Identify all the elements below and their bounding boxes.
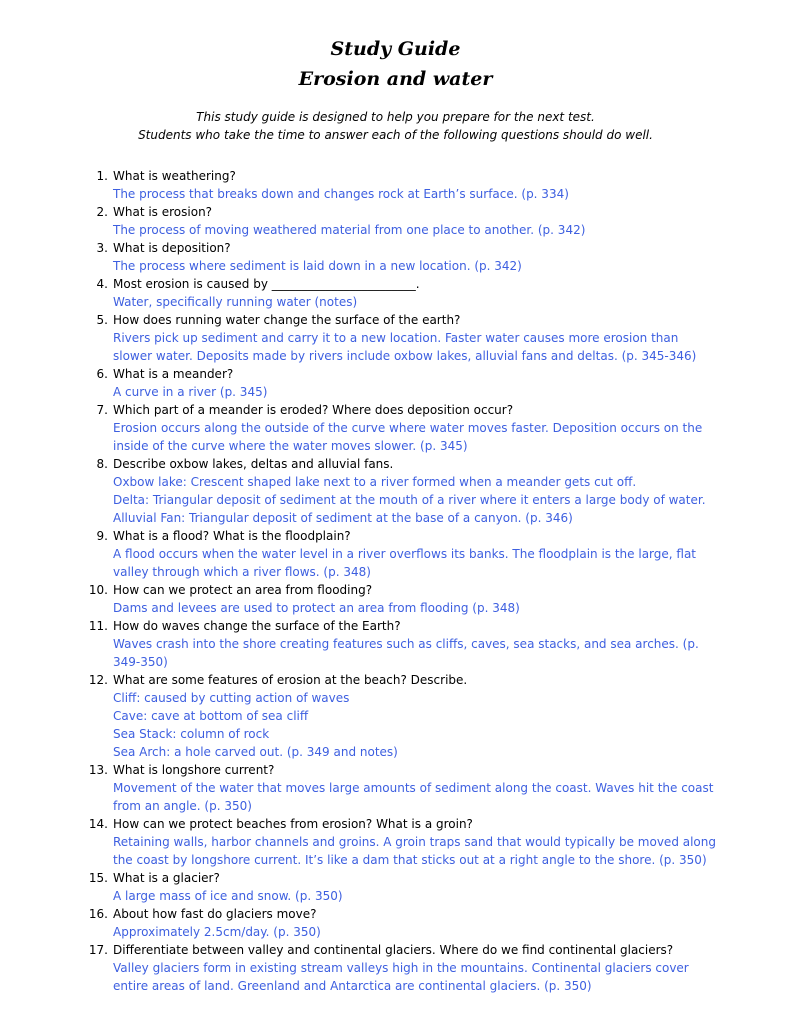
question-number: 14. [88, 817, 108, 831]
question-item [0, 167, 791, 203]
question-text: What is deposition? [113, 241, 231, 255]
question-text: What is longshore current? [113, 763, 275, 777]
question-number: 11. [88, 619, 108, 633]
intro-text [0, 108, 791, 144]
question-number: 9. [96, 529, 108, 543]
question-item [0, 365, 791, 401]
answer-text: Valley glaciers form in existing stream valleys high in the mountains. Continental glaciers cover entire areas of land. Greenland and Antarctica are continental glaciers. (p. 350) [113, 961, 689, 993]
answer-text: A flood occurs when the water level in a river overflows its banks. The floodplain is the large, flat valley through which a river flows. (p. 348) [113, 547, 697, 579]
question-text: Describe oxbow lakes, deltas and alluvial fans. [113, 457, 394, 471]
question-number: 7. [96, 403, 108, 417]
question-text: Most erosion is caused by ________________________. [113, 277, 420, 291]
question-item [0, 761, 791, 815]
question-text: What is weathering? [113, 169, 236, 183]
question-item [0, 455, 791, 527]
answer-text: Delta: Triangular deposit of sediment at the mouth of a river where it enters a large body of water. [113, 493, 706, 507]
title-line-1: Study Guide [330, 38, 461, 60]
answer-text: Cave: cave at bottom of sea cliff [113, 709, 309, 723]
question-text: What are some features of erosion at the beach? Describe. [113, 673, 468, 687]
title-line-2: Erosion and water [298, 68, 493, 90]
question-item [0, 671, 791, 761]
question-number: 12. [88, 673, 108, 687]
question-item [0, 239, 791, 275]
answer-text: Water, specifically running water (notes) [113, 295, 358, 309]
question-text: What is a flood? What is the floodplain? [113, 529, 351, 543]
answer-text: Sea Arch: a hole carved out. (p. 349 and notes) [113, 745, 398, 759]
question-item [0, 869, 791, 905]
question-text: How can we protect beaches from erosion? What is a groin? [113, 817, 473, 831]
answer-text: Erosion occurs along the outside of the curve where water moves faster. Deposition occurs on the inside of the curve where the water moves slower. (p. 345) [113, 421, 703, 453]
question-text: Which part of a meander is eroded? Where does deposition occur? [113, 403, 514, 417]
question-number: 15. [88, 871, 108, 885]
question-number: 3. [96, 241, 108, 255]
answer-text: Oxbow lake: Crescent shaped lake next to a river formed when a meander gets cut off. [113, 475, 637, 489]
question-text: How does running water change the surface of the earth? [113, 313, 461, 327]
answer-text: Movement of the water that moves large amounts of sediment along the coast. Waves hit the coast from an angle. (p. 350) [113, 781, 714, 813]
question-text: What is a glacier? [113, 871, 220, 885]
question-text: How can we protect an area from flooding? [113, 583, 373, 597]
question-text: What is erosion? [113, 205, 213, 219]
question-item [0, 905, 791, 941]
question-item [0, 941, 791, 995]
question-number: 4. [96, 277, 108, 291]
answer-text: Rivers pick up sediment and carry it to a new location. Faster water causes more erosion than slower water. Deposits made by rivers include oxbow lakes, alluvial fans and deltas. (p. 345-346) [113, 331, 697, 363]
question-text: About how fast do glaciers move? [113, 907, 317, 921]
intro-line-2: Students who take the time to answer each of the following questions should do well. [138, 128, 653, 142]
intro-line-1: This study guide is designed to help you prepare for the next test. [196, 110, 595, 124]
question-text: Differentiate between valley and continental glaciers. Where do we find continental glaciers? [113, 943, 674, 957]
question-item [0, 815, 791, 869]
question-item [0, 275, 791, 311]
question-list [0, 167, 791, 995]
question-number: 13. [88, 763, 108, 777]
question-item [0, 527, 791, 581]
question-item [0, 311, 791, 365]
question-text: What is a meander? [113, 367, 234, 381]
answer-text: The process where sediment is laid down in a new location. (p. 342) [113, 259, 522, 273]
answer-text: Waves crash into the shore creating features such as cliffs, caves, sea stacks, and sea arches. (p. 349-350) [113, 637, 699, 669]
question-number: 2. [96, 205, 108, 219]
question-item [0, 581, 791, 617]
question-item [0, 401, 791, 455]
answer-text: The process of moving weathered material from one place to another. (p. 342) [113, 223, 586, 237]
question-text: How do waves change the surface of the Earth? [113, 619, 401, 633]
answer-text: A large mass of ice and snow. (p. 350) [113, 889, 343, 903]
question-number: 1. [96, 169, 108, 183]
question-number: 6. [96, 367, 108, 381]
question-number: 10. [88, 583, 108, 597]
question-item [0, 203, 791, 239]
answer-text: Alluvial Fan: Triangular deposit of sediment at the base of a canyon. (p. 346) [113, 511, 573, 525]
answer-text: The process that breaks down and changes rock at Earth’s surface. (p. 334) [113, 187, 569, 201]
question-number: 16. [88, 907, 108, 921]
question-item [0, 617, 791, 671]
answer-text: Dams and levees are used to protect an area from flooding (p. 348) [113, 601, 520, 615]
question-number: 8. [96, 457, 108, 471]
answer-text: Retaining walls, harbor channels and groins. A groin traps sand that would typically be moved along the coast by longshore current. It’s like a dam that sticks out at a right angle to the shore. (p. 350) [113, 835, 716, 867]
question-number: 5. [96, 313, 108, 327]
answer-text: Approximately 2.5cm/day. (p. 350) [113, 925, 321, 939]
question-number: 17. [88, 943, 108, 957]
answer-text: A curve in a river (p. 345) [113, 385, 268, 399]
page-title [0, 34, 791, 94]
answer-text: Cliff: caused by cutting action of waves [113, 691, 350, 705]
answer-text: Sea Stack: column of rock [113, 727, 270, 741]
